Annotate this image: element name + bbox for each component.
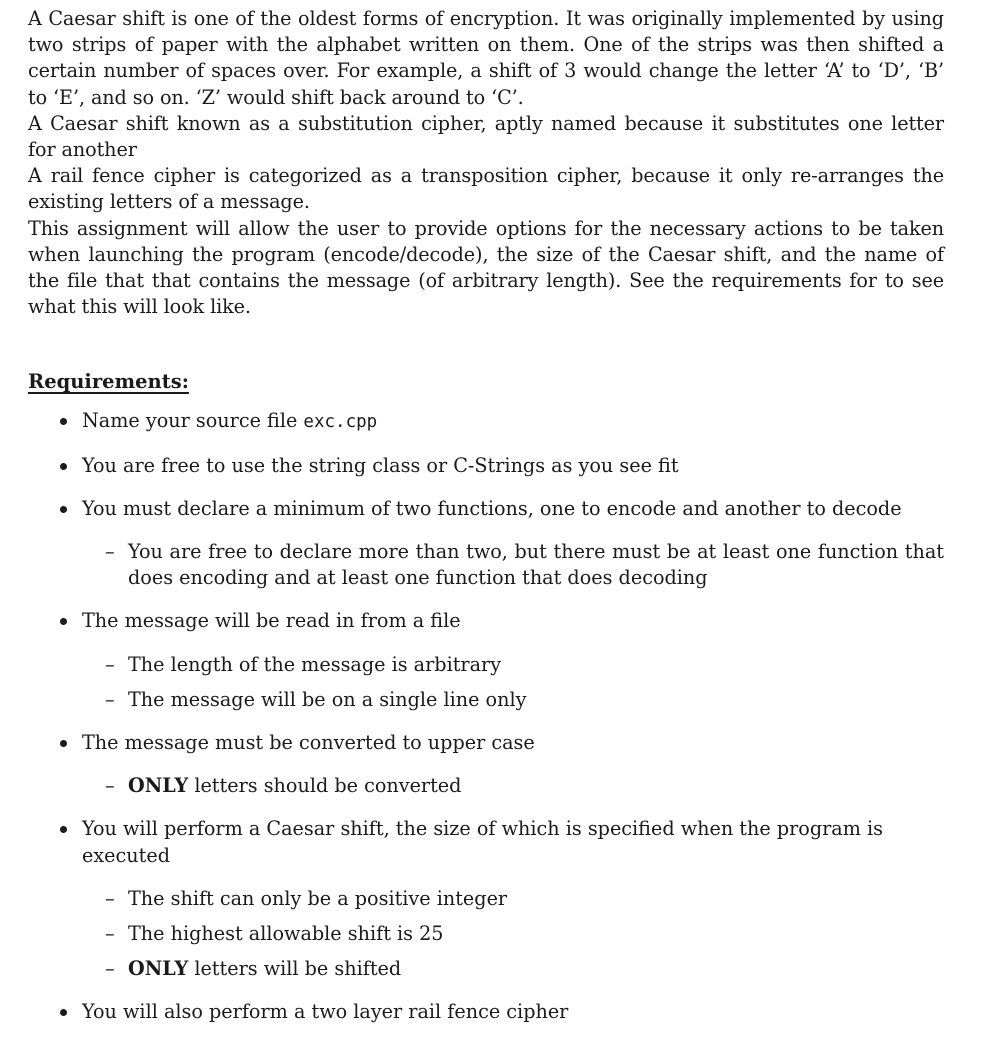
requirement-item [28, 453, 944, 479]
source-filename: exc.cpp [303, 412, 378, 433]
sub-requirement-text: letters should be converted [188, 774, 462, 798]
requirement-text: Name your source file [82, 409, 304, 433]
requirement-item [28, 999, 944, 1025]
sub-requirement-item [82, 956, 944, 982]
requirement-text: You must declare a minimum of two functions, one to encode and another to decode [82, 496, 902, 520]
sub-requirements-list [82, 886, 944, 983]
sub-requirement-item: – You are free to declare more than two, but there must be at least one function that does encoding and at least one function that does decoding [82, 539, 944, 591]
sub-requirements-list [82, 539, 944, 591]
emphasis-only: ONLY [128, 774, 189, 798]
sub-requirements-list [82, 773, 944, 799]
requirement-text: The message will be read in from a file [82, 609, 461, 633]
sub-requirement-item: – The highest allowable shift is 25 [82, 921, 944, 947]
emphasis-only: ONLY [128, 957, 189, 981]
sub-requirement-item: – The shift can only be a positive integer [82, 886, 944, 912]
document-page [28, 6, 944, 1043]
requirements-list [28, 408, 944, 1025]
intro-paragraph-substitution: A Caesar shift known as a substitution cipher, aptly named because it substitutes one letter for another [28, 111, 944, 162]
requirements-heading: Requirements: [28, 370, 189, 394]
sub-requirement-item: – The message will be on a single line only [82, 687, 944, 713]
sub-requirements-list [82, 652, 944, 713]
requirement-item [28, 730, 944, 799]
intro-paragraph-caesar: A Caesar shift is one of the oldest forms of encryption. It was originally implemented by using two strips of paper with the alphabet written on them. One of the strips was then shifted a certain number of spaces over. For example, a shift of 3 would change the letter ‘A’ to ‘D’, ‘B’ to ‘E’, and so on. ‘Z’ would shift back around to ‘C’. [28, 7, 944, 109]
sub-requirement-item: – The length of the message is arbitrary [82, 652, 944, 678]
intro-section [28, 6, 944, 320]
sub-requirement-item [82, 773, 944, 799]
requirement-text: You are free to use the string class or C-Strings as you see fit [82, 453, 679, 477]
requirement-item [28, 816, 944, 982]
sub-requirement-text: letters will be shifted [188, 957, 402, 981]
intro-paragraph-assignment: This assignment will allow the user to provide options for the necessary actions to be taken when launching the program (encode/decode), the size of the Caesar shift, and the name of the file that that contains the message (of arbitrary length). See the requirements for to see what this will look like. [28, 216, 944, 319]
requirement-text: The message must be converted to upper case [82, 731, 535, 755]
requirement-item [28, 496, 944, 592]
requirement-item [28, 408, 944, 435]
intro-paragraph-rail-fence: A rail fence cipher is categorized as a transposition cipher, because it only re-arranges the existing letters of a message. [28, 164, 944, 214]
requirement-text: You will perform a Caesar shift, the size of which is specified when the program is executed [82, 817, 884, 867]
requirement-text: You will also perform a two layer rail fence cipher [82, 1000, 569, 1024]
requirement-item [28, 608, 944, 713]
